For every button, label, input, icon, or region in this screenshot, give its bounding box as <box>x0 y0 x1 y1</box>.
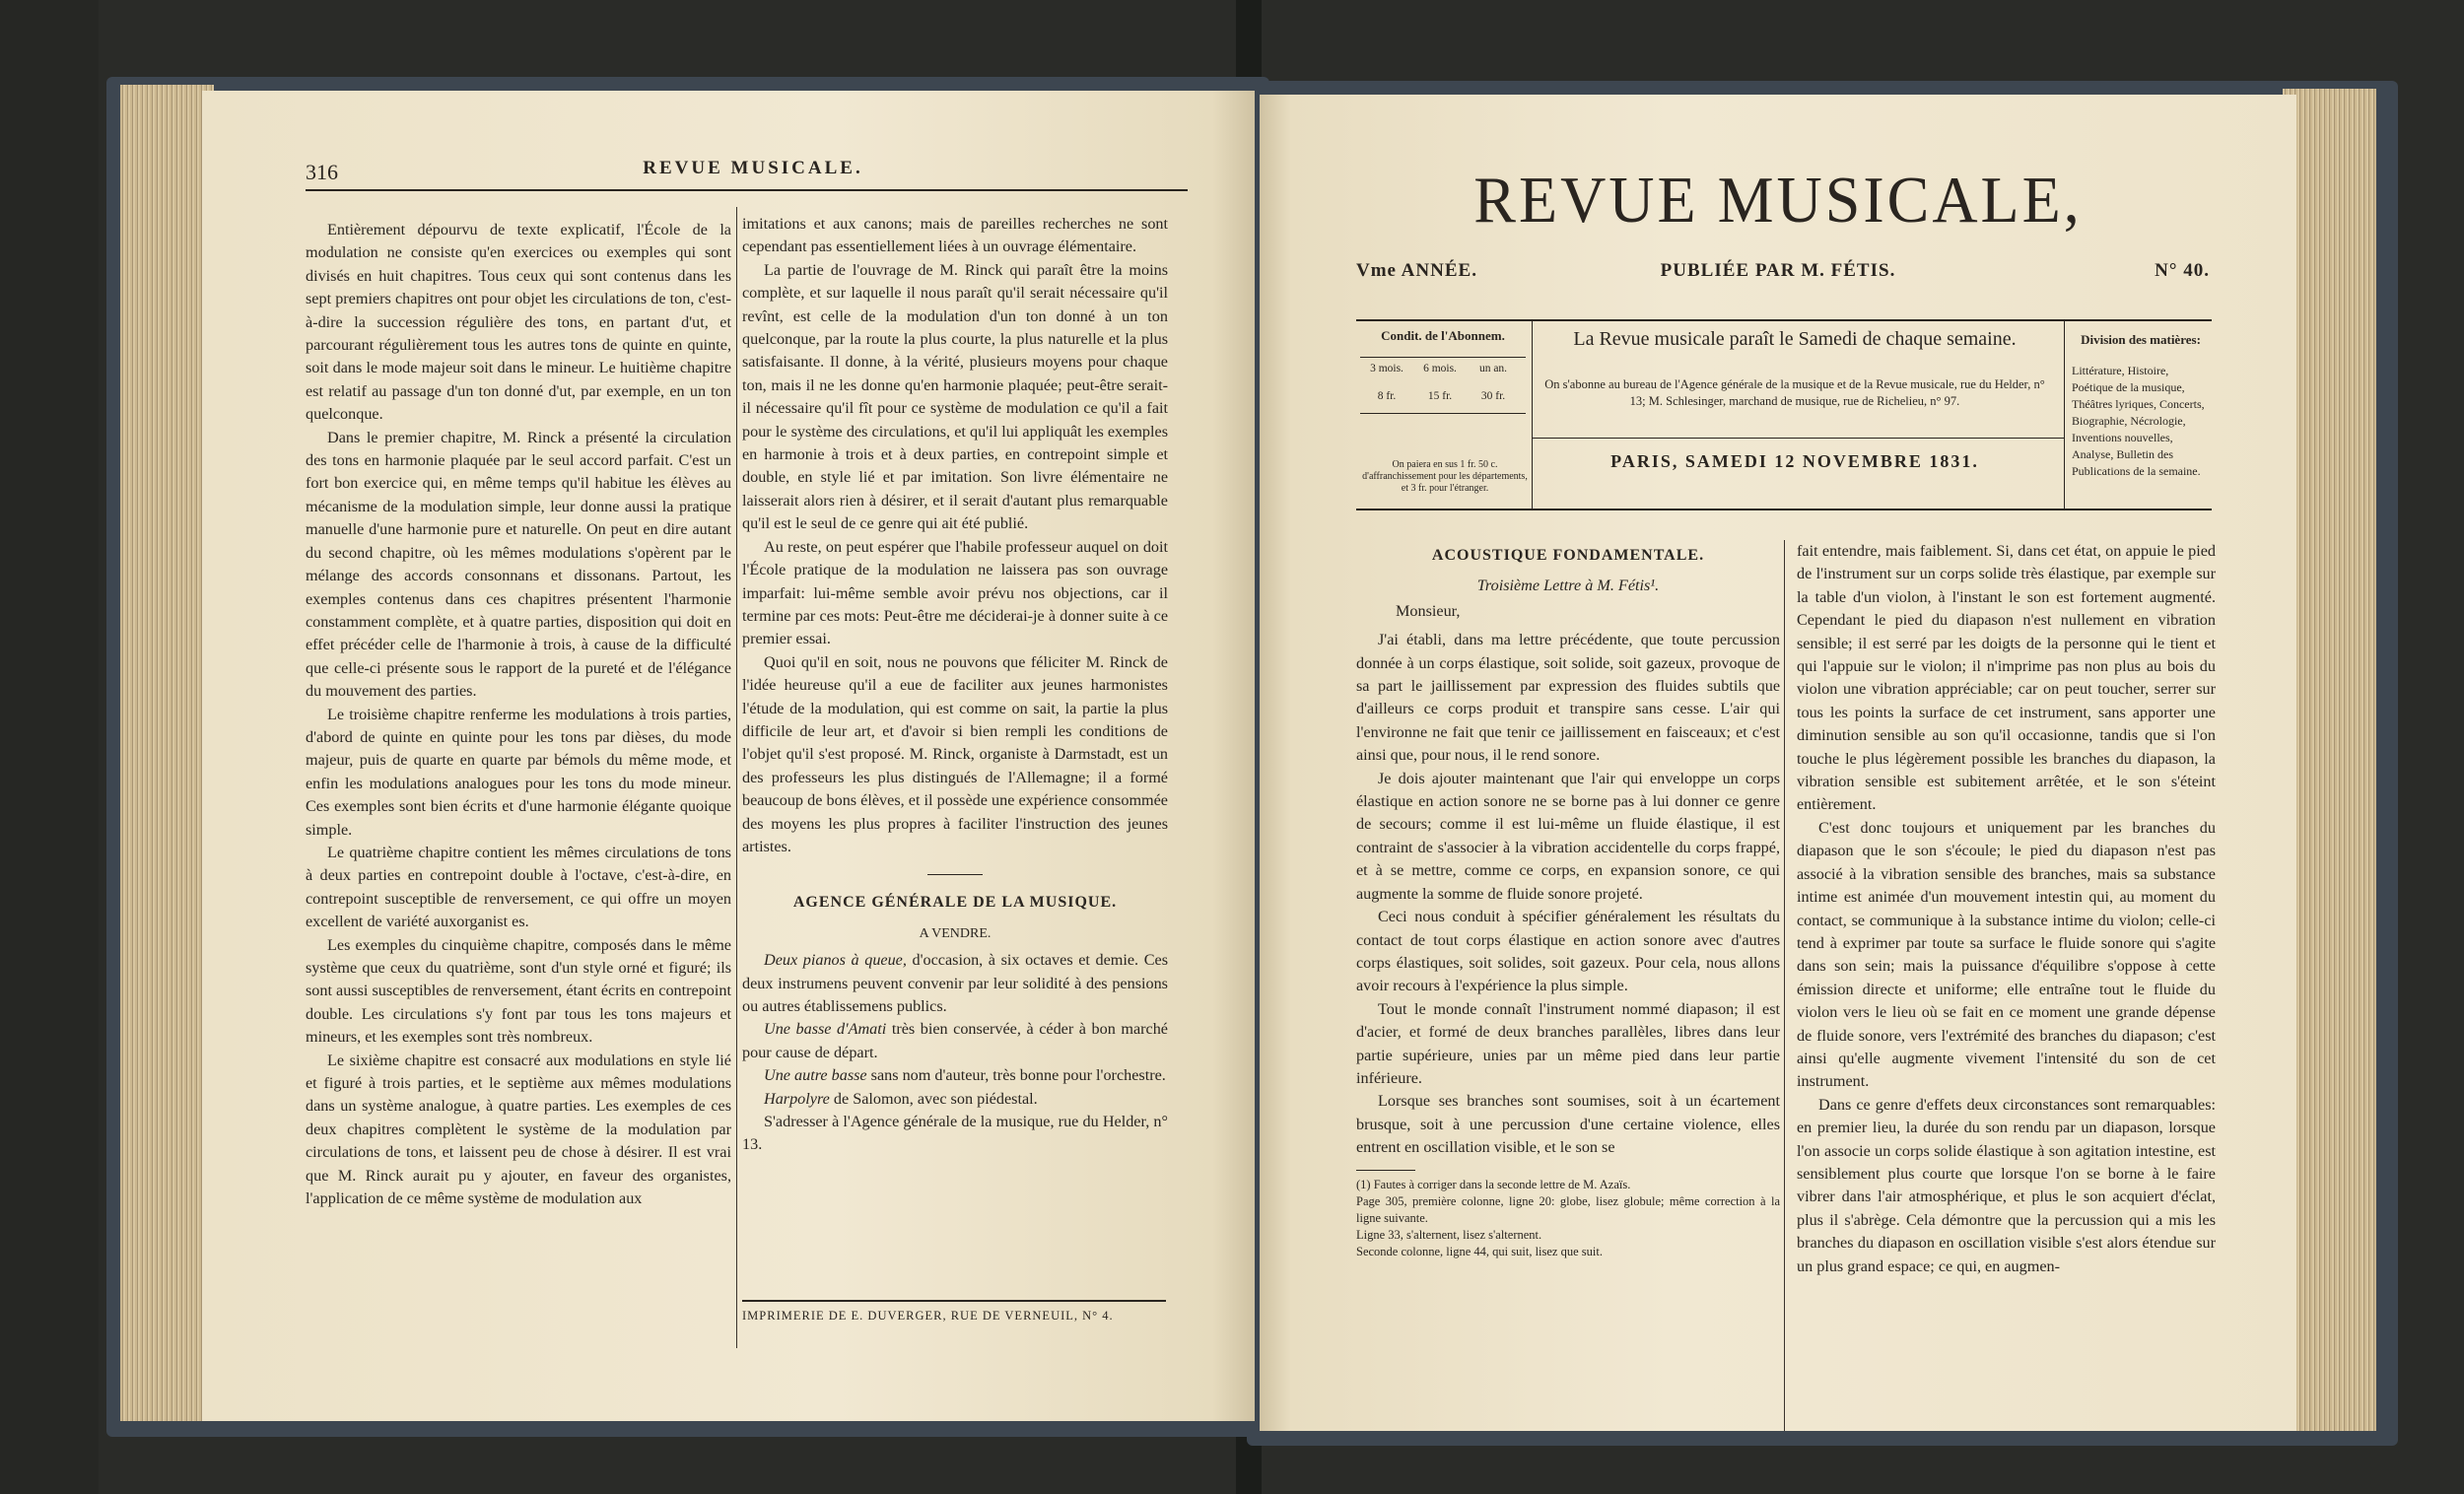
paragraph: Au reste, on peut espérer que l'habile professeur auquel on doit l'École pratique de la modulation ne laissera pas son ouvrage imparfait: lui-même semble avoir prévu nos objections, car il termine par ces mots: Peut-être me déciderai-je à donner suite à ce premier essai. <box>742 537 1168 648</box>
ad-item-text: de Salomon, avec son piédestal. <box>829 1089 1038 1108</box>
a-vendre-label: A VENDRE. <box>919 925 992 941</box>
paragraph: Dans le premier chapitre, M. Rinck a présenté la circulation des tons en harmonie plaquée par le seul accord parfait. C'est un fort bon exercice qui, en même temps qu'il habitue les élèves au mécanisme de la modulation simple, leur donne aussi la pratique manuelle d'une harmonie pure et naturelle. On peut en dire autant du second chapitre, où les mêmes modulations s'opèrent par le mélange des accords consonnans et dissonans. Partout, les exemples contenus dans ces chapitres présentent l'harmonie constamment complète, et à quatre parties, disposition qui doit en effet précéder celle de l'harmonie à trois, à cause de la difficulté que celle-ci présente sous le rapport de la pureté et de l'élégance du mouvement des parties. <box>306 428 731 701</box>
price-cell: 15 fr. <box>1427 390 1453 402</box>
footnote: Page 305, première colonne, ligne 20: globe, lisez globule; même correction à la ligne suivante. <box>1356 1193 1780 1225</box>
ad-item-title: Une autre basse <box>764 1066 867 1085</box>
letter-title: Troisième Lettre à M. Fétis¹. <box>1476 577 1660 595</box>
paragraph: Ceci nous conduit à spécifier généralement les résultats du contact de tout corps élastique en action sonore avec d'autres corps élastiques, soit solides, soit gazeux. Pour cela, nous allons avoir recours à l'expérience la plus simple. <box>1356 908 1780 995</box>
paragraph: Le sixième chapitre est consacré aux modulations en style lié et figuré à trois parties, et le septième aux mêmes modulations dans un système analogue, à quatre parties. Les exemples de ces deux chapitres complètent le système de la modulation par circulations de tons, et laissent peu de chose à désirer. Il est vrai que M. Rinck aurait pu y ajouter, en faveur des organistes, l'application de ce même système de modulation aux <box>306 1051 731 1208</box>
page-stack-right <box>2283 89 2376 1431</box>
salutation: Monsieur, <box>1396 601 1461 620</box>
paragraph: Le troisième chapitre renferme les modulations à trois parties, d'abord de quinte en quinte pour les tons par dièses, du mode majeur, puis de quarte en quarte par bémols du même mode, et enfin les modulations analogues pour les tons du mode mineur. Ces exemples sont bien écrits et d'une harmonie élégante quoique simple. <box>306 705 731 839</box>
imprint: IMPRIMERIE DE E. DUVERGER, RUE DE VERNEUIL, N° 4. <box>742 1309 1114 1323</box>
header-rule <box>306 189 1188 191</box>
price-cell: 30 fr. <box>1480 390 1506 402</box>
box-divider <box>2064 321 2065 509</box>
paragraph: Entièrement dépourvu de texte explicatif, l'École de la modulation ne consiste qu'en exercices ou exemples qui sont divisés en huit chapitres. Tous ceux qui sont contenus dans les sept premiers chapitres ont pour objet les circulations de ton, c'est-à-dire la succession régulière des tons, en partant d'ut, et parcourant régulièrement tous les autres tons de quinte en quinte, soit dans le mode majeur soit dans le mineur. Le huitième chapitre est relatif au passage d'un ton donné d'ut, par exemple, en un ton quelconque. <box>306 221 731 424</box>
abonnement-note: On paiera en sus 1 fr. 50 c. d'affranchissement pour les départements, et 3 fr. pour l'étranger. <box>1362 459 1528 494</box>
page-stack-left <box>120 85 214 1421</box>
abonnement-periods <box>1360 358 1526 379</box>
period-cell: 3 mois. <box>1370 363 1403 374</box>
background-left <box>0 0 99 1494</box>
right-column-1 <box>1356 544 1780 1260</box>
abonnement-heading: Condit. de l'Abonnem. <box>1381 328 1505 343</box>
footnote: Seconde colonne, ligne 44, qui suit, lisez que suit. <box>1356 1244 1603 1258</box>
paragraph: Dans ce genre d'effets deux circonstances sont remarquables: en premier lieu, la durée du son rendu par un diapason, lorsque l'on associe un corps solide élastique à son agitation intestine, est sensiblement plus courte que lorsque l'on se borne à le faire vibrer dans l'air atmosphérique, et plus le son acquiert d'éclat, plus il s'abrège. Cela démontre que la percussion qui a mis les branches du diapason en oscillation visible s'est alors étendue sur un plus grand espace; ce qui, en augmen- <box>1797 1095 2216 1275</box>
article-heading: ACOUSTIQUE FONDAMENTALE. <box>1431 547 1705 564</box>
ad-item-text: S'adresser à l'Agence générale de la musique, rue du Helder, n° 13. <box>742 1113 1168 1154</box>
masthead-title: REVUE MUSICALE, <box>1473 163 2083 237</box>
ad-item-title: Harpolyre <box>764 1089 830 1108</box>
paragraph: C'est donc toujours et uniquement par les branches du diapason que le son s'écoule; le pied du diapason n'est pas associé à la vibration sensible des branches, mais sa substance intime est animée d'un mouvement intestin qui, au moment du contact, se communique à la substance intime du violon; celle-ci tend à exprimer par toute sa surface le fluide sonore qui s'agite dans son sein; mais la puissance d'équilibre s'oppose à cette émission directe et uniforme; elle entraîne tout le fluide du violon vers le lieu où se fait en ce moment une grande dépense de fluide sonore, vers l'extrémité des branches du diapason; c'est ainsi qu'elle augmente vivement l'intensité du son de cet instrument. <box>1797 818 2216 1091</box>
ad-item-text: sans nom d'auteur, très bonne pour l'orchestre. <box>866 1066 1166 1085</box>
division-contents: Littérature, Histoire, Poétique de la musique, Théâtres lyriques, Concerts, Biographie, Nécrologie, Inventions nouvelles, Analyse, Bulletin des Publications de la semaine. <box>2072 364 2205 478</box>
left-column-1 <box>306 219 731 1210</box>
ad-item-title: Une basse d'Amati <box>764 1020 887 1039</box>
paragraph: Le quatrième chapitre contient les mêmes circulations de tons à deux parties en contrepoint double à l'octave, c'est-à-dire, en contrepoint susceptible de renversement, ce qui offre un moyen excellent de variété auxorganist es. <box>306 843 731 931</box>
footnote: (1) Fautes à corriger dans la seconde lettre de M. Azaïs. <box>1356 1177 1631 1191</box>
issue-number: N° 40. <box>2155 260 2210 281</box>
ad-item-title: Deux pianos à queue, <box>764 951 907 970</box>
paragraph: Tout le monde connaît l'instrument nommé diapason; il est d'acier, et formé de deux branches parallèles, libres dans leur partie supérieure, unies par un même pied dans leur partie inférieure. <box>1356 999 1780 1087</box>
paragraph: J'ai établi, dans ma lettre précédente, que toute percussion donnée à un corps élastique, soit solide, soit gazeux, provoque de sa part le jaillissement par expression des fluides subtils que d'ailleurs ce corps produit et transpire sans cesse. L'air qui l'environne ne fait que tenir ce jaillissement en faisceaux; et c'est ainsi que, pour nous, il le rend sonore. <box>1356 631 1780 765</box>
section-rule <box>927 874 983 875</box>
running-head: REVUE MUSICALE. <box>643 158 863 178</box>
subscription-address: On s'abonne au bureau de l'Agence générale de la musique et de la Revue musicale, rue du Helder, n° 13; M. Schlesinger, marchand de musique, rue de Richelieu, n° 97. <box>1544 377 2045 408</box>
imprint-rule <box>742 1300 1166 1302</box>
publiee-par: PUBLIÉE PAR M. FÉTIS. <box>1660 260 1896 281</box>
paragraph: imitations et aux canons; mais de pareilles recherches ne sont cependant pas essentiellement liées à un ouvrage élémentaire. <box>742 215 1168 256</box>
left-column-2 <box>742 213 1168 1157</box>
ad-item-text: d'occasion, à six octaves et demie. Ces deux instrumens peuvent convenir par leur solidité à des pensions ou autres établissemens publics. <box>742 951 1168 1015</box>
right-page <box>1260 95 2296 1431</box>
division-heading: Division des matières: <box>2081 332 2201 347</box>
ad-item <box>742 1018 1168 1064</box>
column-divider <box>736 207 737 1348</box>
period-cell: un an. <box>1478 363 1508 374</box>
price-cell: 8 fr. <box>1377 390 1397 402</box>
ad-item <box>742 1111 1168 1157</box>
footnote-rule <box>1356 1170 1415 1171</box>
ad-item <box>742 1064 1168 1087</box>
left-page <box>202 91 1255 1421</box>
ad-item <box>742 1088 1168 1111</box>
agence-heading: AGENCE GÉNÉRALE DE LA MUSIQUE. <box>792 894 1118 912</box>
abonnement-table <box>1360 357 1526 414</box>
paragraph: Lorsque ses branches sont soumises, soit à un écartement brusque, soit à une percussion d'une certaine violence, elles entrent en oscillation visible, et le son se <box>1356 1092 1780 1157</box>
paragraph: La partie de l'ouvrage de M. Rinck qui paraît être la moins complète, et sur laquelle il nous paraît qu'il serait nécessaire qu'il revînt, est celle de la modulation d'un ton donné à un ton quelconque, par la route la plus courte, la plus naturelle et la plus satisfaisante. Il donne, à la vérité, plusieurs moyens pour chaque ton, mais il ne les donne qu'en harmonie plaquée; peut-être serait-il nécessaire qu'il fît pour ce système de modulation ce qu'il a fait pour le système des circulations, et qu'il lui appliquât les exemples en harmonie à trois et à deux parties, en contrepoint simple et double, en style lié et par imitation. Son livre élémentaire ne laisserait alors rien à désirer, et il serait d'autant plus remarquable qu'il est le seul de ce genre qui ait été publié. <box>742 260 1168 533</box>
abonnement-prices <box>1360 379 1526 413</box>
ad-item <box>742 949 1168 1018</box>
period-cell: 6 mois. <box>1423 363 1457 374</box>
page-number: 316 <box>306 160 338 184</box>
paragraph: Quoi qu'il en soit, nous ne pouvons que féliciter M. Rinck de l'idée heureuse qu'il a eue de faciliter aux jeunes harmonistes l'étude de la modulation, qui est comme on sait, la partie la plus difficile de leur art, et d'avoir si bien rempli les conditions de l'objet qu'il s'est proposé. M. Rinck, organiste à Darmstadt, est un des professeurs les plus distingués de l'Allemagne; il a formé beaucoup de bons élèves, et il possède une expérience consommée des moyens les plus propres à faciliter l'instruction des jeunes artistes. <box>742 652 1168 855</box>
ad-item-text: très bien conservée, à céder à bon marché pour cause de départ. <box>742 1020 1168 1061</box>
box-divider <box>1532 321 1533 509</box>
paragraph: Je dois ajouter maintenant que l'air qui enveloppe un corps élastique en action sonore ne se borne pas à lui donner ce genre de secours; comme il est lui-même un fluide élastique, il est contraint de s'associer à la vibration accidentelle du corps frappé, et à se mettre, comme ce corps, en expansion sonore, ce qui augmente la somme de fluide sonore projeté. <box>1356 769 1780 903</box>
dateline: PARIS, SAMEDI 12 NOVEMBRE 1831. <box>1610 451 1979 471</box>
annee-label: Vme ANNÉE. <box>1356 260 1477 281</box>
footnote: Ligne 33, s'alternent, lisez s'alternent. <box>1356 1227 1542 1242</box>
paragraph: Les exemples du cinquième chapitre, composés dans le même système que ceux du quatrième, sont d'un style orné et figuré; ils sont aussi susceptibles de renversement, étant écrits en contrepoint double. Les circulations s'y font par tous les tons majeurs et mineurs, et les exemples sont très nombreux. <box>306 935 731 1047</box>
right-column-2 <box>1797 540 2216 1278</box>
publication-notice: La Revue musicale paraît le Samedi de chaque semaine. <box>1573 328 2017 350</box>
box-inner-rule <box>1532 438 2064 439</box>
masthead-box <box>1356 319 2212 510</box>
column-divider <box>1784 540 1785 1431</box>
paragraph: fait entendre, mais faiblement. Si, dans cet état, on appuie le pied de l'instrument sur un corps solide très élastique, par exemple sur la table d'un violon, à l'instant le son est fortement augmenté. Cependant le pied du diapason n'est nullement en vibration sensible; il est serré par les doigts de la personne qui le tient et qui l'appuie sur le violon; il n'imprime pas non plus au bois du violon une vibration appréciable; car on peut toucher, serrer sur tous les points la surface de cet instrument, sans apporter une diminution sensible au son qu'il occasionne, tandis que si l'on touche le plus légèrement possible les branches du diapason, la vibration sensible est subitement arrêtée, et le son s'éteint entièrement. <box>1797 542 2216 814</box>
